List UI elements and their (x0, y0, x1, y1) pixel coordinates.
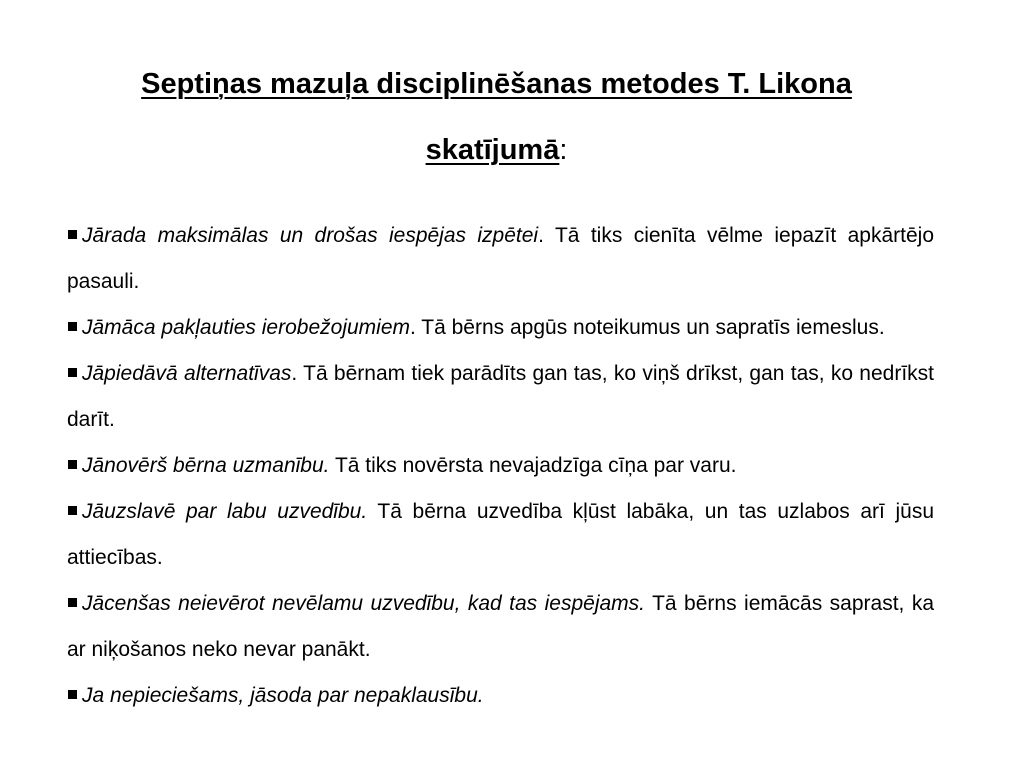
list-item (67, 489, 934, 581)
item-emphasis: Ja nepieciešams, jāsoda par nepaklausību. (82, 684, 484, 707)
list-item (67, 305, 934, 351)
item-emphasis: Jāuzslavē par labu uzvedību. (82, 500, 368, 523)
item-text: . Tā bērnam tiek parādīts gan tas, ko viņš drīkst, gan tas, ko nedrīkst darīt. (67, 362, 935, 431)
list-item (67, 581, 934, 673)
list-item (67, 351, 934, 443)
item-emphasis: Jārada maksimālas un drošas iespējas izpētei (82, 224, 539, 247)
title-line-2: skatījumā (425, 134, 560, 166)
item-text: . Tā bērns apgūs noteikumus un sapratīs iemeslus. (410, 316, 885, 339)
item-text: . Tā tiks cienīta vēlme iepazīt apkārtējo pasauli. (67, 224, 934, 293)
item-text: Tā bērna uzvedība kļūst labāka, un tas uzlabos arī jūsu attiecības. (67, 500, 935, 569)
item-emphasis: Jāpiedāvā alternatīvas (82, 362, 292, 385)
list-item (67, 673, 934, 719)
square-bullet-icon (68, 368, 77, 377)
list-item (67, 213, 934, 305)
title-line-1: Septiņas mazuļa disciplinēšanas metodes T. Likona (141, 68, 852, 100)
page-title (59, 62, 934, 172)
square-bullet-icon (68, 460, 77, 469)
item-emphasis: Jāmāca pakļauties ierobežojumiem (82, 316, 410, 339)
square-bullet-icon (68, 230, 77, 239)
item-emphasis: Jācenšas neievērot nevēlamu uzvedību, kad tas iespējams. (82, 592, 646, 615)
item-text: Tā bērns iemācās saprast, ka ar niķošanos neko nevar panākt. (67, 592, 935, 661)
method-list (67, 213, 934, 719)
square-bullet-icon (68, 322, 77, 331)
square-bullet-icon (68, 598, 77, 607)
item-text: Tā tiks novērsta nevajadzīga cīņa par varu. (329, 454, 737, 477)
square-bullet-icon (68, 506, 77, 515)
title-suffix: : (559, 134, 568, 166)
square-bullet-icon (68, 690, 77, 699)
title-line-2-wrap (59, 128, 934, 172)
list-item (67, 443, 934, 489)
item-emphasis: Jānovērš bērna uzmanību. (82, 454, 330, 477)
